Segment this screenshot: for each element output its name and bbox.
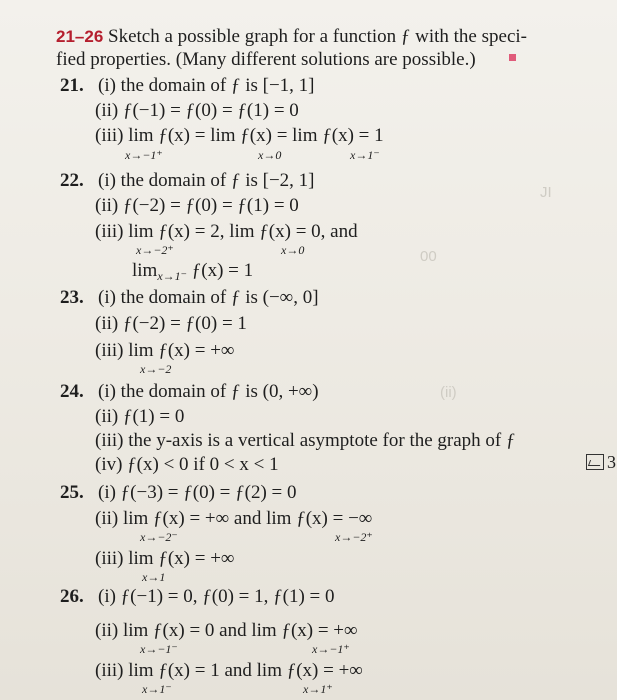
limit-subscript: x→1⁺: [303, 682, 333, 696]
header-line-2: fied properties. (Many different solutions are possible.): [56, 49, 476, 70]
problem-23-ii: (ii) ƒ(−2) = ƒ(0) = 1: [95, 313, 247, 334]
problem-number: 25.: [60, 482, 84, 503]
problem-number: 24.: [60, 381, 84, 402]
problem-22-i: (i) the domain of ƒ is [−2, 1]: [98, 170, 315, 191]
problem-number: 21.: [60, 75, 84, 96]
bleed-through-text: JI: [540, 184, 552, 201]
limit-subscript: x→−1⁺: [125, 148, 163, 162]
problem-21-ii: (ii) ƒ(−1) = ƒ(0) = ƒ(1) = 0: [95, 100, 299, 121]
header-line-1: Sketch a possible graph for a function ƒ with the speci-: [103, 26, 527, 47]
side-number: 3: [607, 452, 616, 472]
problem-23-i: (i) the domain of ƒ is (−∞, 0]: [98, 287, 319, 308]
bleed-through-text: 00: [420, 248, 437, 265]
problem-25-ii: (ii) lim ƒ(x) = +∞ and lim ƒ(x) = −∞: [95, 508, 373, 529]
problem-number: 22.: [60, 170, 84, 191]
problem-21-i: (i) the domain of ƒ is [−1, 1]: [98, 75, 315, 96]
problem-24-iv: (iv) ƒ(x) < 0 if 0 < x < 1: [95, 454, 279, 475]
limit-subscript: x→0: [258, 148, 282, 162]
problem-24-i: (i) the domain of ƒ is (0, +∞): [98, 381, 319, 402]
limit-subscript: x→−1⁺: [312, 642, 350, 656]
problem-number: 26.: [60, 586, 84, 607]
problem-22-iii: (iii) lim ƒ(x) = 2, lim ƒ(x) = 0, and: [95, 221, 358, 242]
problem-26-ii: (ii) lim ƒ(x) = 0 and lim ƒ(x) = +∞: [95, 620, 358, 641]
problem-26-iii: (iii) lim ƒ(x) = 1 and lim ƒ(x) = +∞: [95, 660, 363, 681]
problem-22-ii: (ii) ƒ(−2) = ƒ(0) = ƒ(1) = 0: [95, 195, 299, 216]
problem-21-iii: (iii) lim ƒ(x) = lim ƒ(x) = lim ƒ(x) = 1: [95, 125, 384, 146]
section-number: 21–26: [56, 27, 104, 46]
graph-icon: [586, 454, 604, 470]
limit-subscript: x→−2⁺: [335, 530, 373, 544]
limit-expression: ƒ(x) = 1: [187, 260, 254, 281]
problem-number: 23.: [60, 287, 84, 308]
limit-subscript: x→1⁻: [142, 682, 172, 696]
bleed-through-text: (ii): [440, 384, 457, 401]
limit-word: lim: [132, 260, 158, 281]
limit-subscript: x→1: [142, 570, 166, 584]
limit-subscript: x→1⁻: [350, 148, 380, 162]
problem-25-iii: (iii) lim ƒ(x) = +∞: [95, 548, 235, 569]
section-header: [56, 26, 527, 48]
limit-subscript: x→−2⁺: [136, 243, 174, 257]
limit-subscript: x→−2: [140, 362, 172, 376]
limit-subscript: x→−1⁻: [140, 642, 178, 656]
problem-25-i: (i) ƒ(−3) = ƒ(0) = ƒ(2) = 0: [98, 482, 297, 503]
problem-23-iii: (iii) lim ƒ(x) = +∞: [95, 340, 235, 361]
limit-subscript: x→0: [281, 243, 305, 257]
problem-26-i: (i) ƒ(−1) = 0, ƒ(0) = 1, ƒ(1) = 0: [98, 586, 335, 607]
limit-subscript: x→1⁻: [157, 269, 188, 283]
problem-24-iii: (iii) the y-axis is a vertical asymptote for the graph of ƒ: [95, 430, 516, 451]
section-marker-icon: [509, 54, 516, 61]
problem-24-ii: (ii) ƒ(1) = 0: [95, 406, 185, 427]
problem-22-iii-continued: [132, 260, 253, 287]
limit-subscript: x→−2⁻: [140, 530, 178, 544]
